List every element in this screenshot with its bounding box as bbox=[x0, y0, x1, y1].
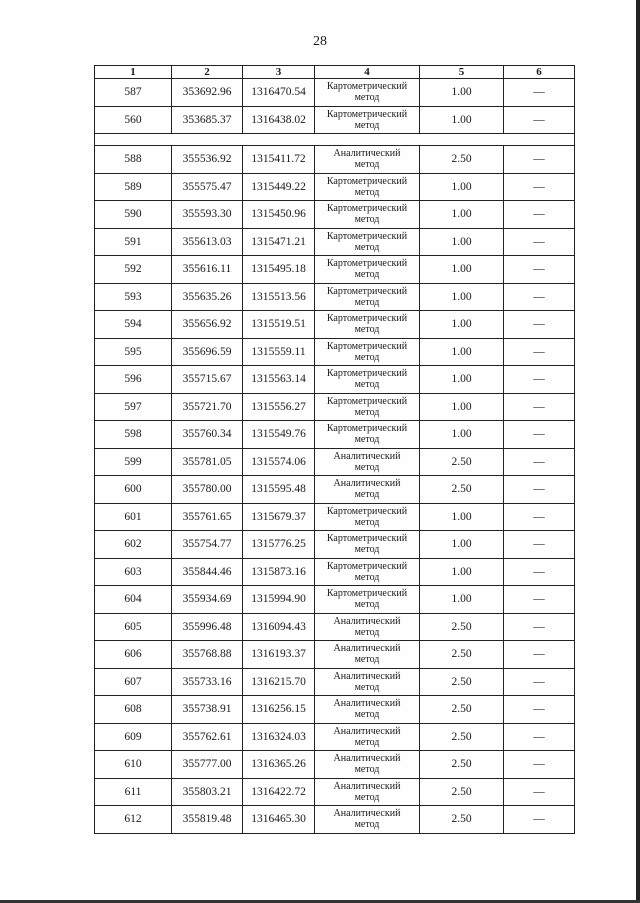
accuracy-cell: 1.00 bbox=[420, 503, 504, 531]
accuracy-cell: 2.50 bbox=[420, 696, 504, 724]
table-row bbox=[95, 393, 575, 421]
accuracy-cell: 1.00 bbox=[420, 106, 504, 134]
method-text: Картометрический bbox=[326, 258, 408, 270]
method-text: Картометрический bbox=[326, 81, 408, 93]
coordinate-y-cell: 1315559.11 bbox=[243, 338, 315, 366]
method-cell bbox=[315, 641, 420, 669]
accuracy-cell: 1.00 bbox=[420, 201, 504, 229]
coordinate-y-cell: 1316094.43 bbox=[243, 613, 315, 641]
method-cell bbox=[315, 696, 420, 724]
method-cell bbox=[315, 338, 420, 366]
table-row bbox=[95, 173, 575, 201]
note-cell: — bbox=[504, 256, 575, 284]
method-text: Картометрический bbox=[326, 533, 408, 545]
coordinate-y-cell: 1315776.25 bbox=[243, 531, 315, 559]
method-cell bbox=[315, 283, 420, 311]
coordinate-x-cell: 355996.48 bbox=[172, 613, 243, 641]
coordinate-y-cell: 1316465.30 bbox=[243, 806, 315, 834]
note-cell: — bbox=[504, 668, 575, 696]
point-number-cell: 600 bbox=[95, 476, 172, 504]
table-row bbox=[95, 778, 575, 806]
method-text: метод bbox=[354, 764, 380, 776]
method-cell bbox=[315, 806, 420, 834]
note-cell: — bbox=[504, 366, 575, 394]
method-text: Аналитический bbox=[333, 698, 401, 710]
method-cell bbox=[315, 668, 420, 696]
note-cell: — bbox=[504, 393, 575, 421]
point-number-cell: 605 bbox=[95, 613, 172, 641]
note-cell: — bbox=[504, 751, 575, 779]
method-text: метод bbox=[354, 791, 380, 803]
table-row bbox=[95, 448, 575, 476]
method-text: метод bbox=[354, 379, 380, 391]
method-text: метод bbox=[354, 269, 380, 281]
method-text: Картометрический bbox=[326, 313, 408, 325]
note-cell: — bbox=[504, 586, 575, 614]
coordinate-x-cell: 355760.34 bbox=[172, 421, 243, 449]
table-row bbox=[95, 338, 575, 366]
method-cell bbox=[315, 79, 420, 107]
coordinates-table bbox=[94, 65, 575, 834]
point-number-cell: 612 bbox=[95, 806, 172, 834]
coordinate-y-cell: 1315495.18 bbox=[243, 256, 315, 284]
coordinate-y-cell: 1315679.37 bbox=[243, 503, 315, 531]
scan-edge-right bbox=[636, 0, 640, 903]
accuracy-cell: 1.00 bbox=[420, 421, 504, 449]
coordinate-x-cell: 355616.11 bbox=[172, 256, 243, 284]
method-text: Картометрический bbox=[326, 588, 408, 600]
method-text: Картометрический bbox=[326, 368, 408, 380]
note-cell: — bbox=[504, 228, 575, 256]
accuracy-cell: 2.50 bbox=[420, 448, 504, 476]
coordinate-y-cell: 1316438.02 bbox=[243, 106, 315, 134]
method-text: Картометрический bbox=[326, 395, 408, 407]
column-header: 1 bbox=[95, 66, 172, 79]
coordinate-x-cell: 355536.92 bbox=[172, 146, 243, 174]
method-text: метод bbox=[354, 92, 380, 104]
column-header: 3 bbox=[243, 66, 315, 79]
table-row bbox=[95, 503, 575, 531]
table-row bbox=[95, 146, 575, 174]
method-cell bbox=[315, 531, 420, 559]
coordinate-x-cell: 355844.46 bbox=[172, 558, 243, 586]
point-number-cell: 609 bbox=[95, 723, 172, 751]
method-text: метод bbox=[354, 159, 380, 171]
accuracy-cell: 2.50 bbox=[420, 146, 504, 174]
point-number-cell: 593 bbox=[95, 283, 172, 311]
point-number-cell: 607 bbox=[95, 668, 172, 696]
method-text: метод bbox=[354, 241, 380, 253]
point-number-cell: 591 bbox=[95, 228, 172, 256]
point-number-cell: 595 bbox=[95, 338, 172, 366]
coordinate-x-cell: 355819.48 bbox=[172, 806, 243, 834]
method-text: Картометрический bbox=[326, 175, 408, 187]
method-text: метод bbox=[354, 819, 380, 831]
point-number-cell: 606 bbox=[95, 641, 172, 669]
method-text: Аналитический bbox=[333, 725, 401, 737]
note-cell: — bbox=[504, 146, 575, 174]
coordinate-y-cell: 1315450.96 bbox=[243, 201, 315, 229]
note-cell: — bbox=[504, 558, 575, 586]
accuracy-cell: 2.50 bbox=[420, 613, 504, 641]
accuracy-cell: 1.00 bbox=[420, 256, 504, 284]
note-cell: — bbox=[504, 79, 575, 107]
method-text: метод bbox=[354, 406, 380, 418]
point-number-cell: 610 bbox=[95, 751, 172, 779]
note-cell: — bbox=[504, 311, 575, 339]
method-text: Картометрический bbox=[326, 423, 408, 435]
method-cell bbox=[315, 106, 420, 134]
note-cell: — bbox=[504, 476, 575, 504]
note-cell: — bbox=[504, 613, 575, 641]
point-number-cell: 588 bbox=[95, 146, 172, 174]
method-text: Аналитический bbox=[333, 478, 401, 490]
coordinate-x-cell: 353685.37 bbox=[172, 106, 243, 134]
method-text: метод bbox=[354, 214, 380, 226]
point-number-cell: 596 bbox=[95, 366, 172, 394]
method-text: метод bbox=[354, 324, 380, 336]
method-cell bbox=[315, 723, 420, 751]
table-row bbox=[95, 558, 575, 586]
point-number-cell: 587 bbox=[95, 79, 172, 107]
coordinate-y-cell: 1316470.54 bbox=[243, 79, 315, 107]
method-text: метод bbox=[354, 119, 380, 131]
method-text: Аналитический bbox=[333, 643, 401, 655]
table-row bbox=[95, 106, 575, 134]
coordinate-x-cell: 355761.65 bbox=[172, 503, 243, 531]
coordinate-x-cell: 355738.91 bbox=[172, 696, 243, 724]
table-row bbox=[95, 668, 575, 696]
column-header: 2 bbox=[172, 66, 243, 79]
method-cell bbox=[315, 448, 420, 476]
method-cell bbox=[315, 503, 420, 531]
table-header-row bbox=[95, 66, 575, 79]
coordinate-x-cell: 355754.77 bbox=[172, 531, 243, 559]
accuracy-cell: 1.00 bbox=[420, 228, 504, 256]
table-row bbox=[95, 613, 575, 641]
method-cell bbox=[315, 613, 420, 641]
point-number-cell: 590 bbox=[95, 201, 172, 229]
coordinate-y-cell: 1315563.14 bbox=[243, 366, 315, 394]
note-cell: — bbox=[504, 723, 575, 751]
point-number-cell: 594 bbox=[95, 311, 172, 339]
coordinate-x-cell: 355613.03 bbox=[172, 228, 243, 256]
point-number-cell: 592 bbox=[95, 256, 172, 284]
note-cell: — bbox=[504, 696, 575, 724]
coordinate-y-cell: 1316324.03 bbox=[243, 723, 315, 751]
accuracy-cell: 1.00 bbox=[420, 79, 504, 107]
table-row bbox=[95, 201, 575, 229]
table-row bbox=[95, 586, 575, 614]
column-header: 4 bbox=[315, 66, 420, 79]
method-cell bbox=[315, 421, 420, 449]
accuracy-cell: 1.00 bbox=[420, 393, 504, 421]
method-text: метод bbox=[354, 489, 380, 501]
coordinate-x-cell: 355593.30 bbox=[172, 201, 243, 229]
coordinate-x-cell: 355777.00 bbox=[172, 751, 243, 779]
coordinate-y-cell: 1316215.70 bbox=[243, 668, 315, 696]
coordinate-y-cell: 1315556.27 bbox=[243, 393, 315, 421]
accuracy-cell: 2.50 bbox=[420, 476, 504, 504]
point-number-cell: 611 bbox=[95, 778, 172, 806]
coordinate-y-cell: 1315449.22 bbox=[243, 173, 315, 201]
method-cell bbox=[315, 311, 420, 339]
column-header: 6 bbox=[504, 66, 575, 79]
table-row bbox=[95, 421, 575, 449]
table-row bbox=[95, 641, 575, 669]
method-text: метод bbox=[354, 461, 380, 473]
coordinate-x-cell: 355733.16 bbox=[172, 668, 243, 696]
point-number-cell: 601 bbox=[95, 503, 172, 531]
method-cell bbox=[315, 751, 420, 779]
point-number-cell: 599 bbox=[95, 448, 172, 476]
method-text: Аналитический bbox=[333, 670, 401, 682]
coordinate-x-cell: 355721.70 bbox=[172, 393, 243, 421]
coordinate-y-cell: 1315595.48 bbox=[243, 476, 315, 504]
method-text: Картометрический bbox=[326, 505, 408, 517]
method-cell bbox=[315, 256, 420, 284]
method-text: метод bbox=[354, 186, 380, 198]
table-row bbox=[95, 283, 575, 311]
coordinate-x-cell: 355575.47 bbox=[172, 173, 243, 201]
note-cell: — bbox=[504, 421, 575, 449]
table-row bbox=[95, 696, 575, 724]
page-number: 28 bbox=[313, 34, 327, 49]
method-text: Аналитический bbox=[333, 780, 401, 792]
accuracy-cell: 1.00 bbox=[420, 531, 504, 559]
coordinate-y-cell: 1315873.16 bbox=[243, 558, 315, 586]
column-header: 5 bbox=[420, 66, 504, 79]
accuracy-cell: 2.50 bbox=[420, 751, 504, 779]
coordinate-y-cell: 1316422.72 bbox=[243, 778, 315, 806]
coordinate-y-cell: 1316365.26 bbox=[243, 751, 315, 779]
coordinate-x-cell: 355656.92 bbox=[172, 311, 243, 339]
coordinate-y-cell: 1315513.56 bbox=[243, 283, 315, 311]
table-row bbox=[95, 476, 575, 504]
accuracy-cell: 1.00 bbox=[420, 173, 504, 201]
note-cell: — bbox=[504, 778, 575, 806]
method-text: Аналитический bbox=[333, 450, 401, 462]
method-cell bbox=[315, 558, 420, 586]
table-row bbox=[95, 723, 575, 751]
coordinate-x-cell: 355696.59 bbox=[172, 338, 243, 366]
method-text: Картометрический bbox=[326, 285, 408, 297]
method-text: метод bbox=[354, 434, 380, 446]
method-cell bbox=[315, 778, 420, 806]
note-cell: — bbox=[504, 531, 575, 559]
coordinate-x-cell: 355635.26 bbox=[172, 283, 243, 311]
accuracy-cell: 1.00 bbox=[420, 586, 504, 614]
accuracy-cell: 2.50 bbox=[420, 641, 504, 669]
note-cell: — bbox=[504, 173, 575, 201]
point-number-cell: 598 bbox=[95, 421, 172, 449]
point-number-cell: 560 bbox=[95, 106, 172, 134]
method-cell bbox=[315, 228, 420, 256]
accuracy-cell: 1.00 bbox=[420, 558, 504, 586]
table-row bbox=[95, 806, 575, 834]
note-cell: — bbox=[504, 106, 575, 134]
table-row bbox=[95, 366, 575, 394]
point-number-cell: 602 bbox=[95, 531, 172, 559]
accuracy-cell: 1.00 bbox=[420, 283, 504, 311]
method-text: метод bbox=[354, 544, 380, 556]
separator-cell bbox=[95, 134, 575, 146]
note-cell: — bbox=[504, 503, 575, 531]
method-text: метод bbox=[354, 351, 380, 363]
coordinate-y-cell: 1315574.06 bbox=[243, 448, 315, 476]
accuracy-cell: 2.50 bbox=[420, 778, 504, 806]
method-text: Картометрический bbox=[326, 230, 408, 242]
accuracy-cell: 2.50 bbox=[420, 668, 504, 696]
coordinate-x-cell: 355715.67 bbox=[172, 366, 243, 394]
coordinate-y-cell: 1315471.21 bbox=[243, 228, 315, 256]
method-text: метод bbox=[354, 709, 380, 721]
method-text: метод bbox=[354, 516, 380, 528]
point-number-cell: 603 bbox=[95, 558, 172, 586]
method-cell bbox=[315, 366, 420, 394]
coordinate-x-cell: 355780.00 bbox=[172, 476, 243, 504]
method-text: Аналитический bbox=[333, 808, 401, 820]
note-cell: — bbox=[504, 283, 575, 311]
method-cell bbox=[315, 476, 420, 504]
table-row bbox=[95, 228, 575, 256]
method-cell bbox=[315, 201, 420, 229]
method-text: Картометрический bbox=[326, 340, 408, 352]
accuracy-cell: 2.50 bbox=[420, 723, 504, 751]
point-number-cell: 597 bbox=[95, 393, 172, 421]
table-row bbox=[95, 256, 575, 284]
method-text: Картометрический bbox=[326, 560, 408, 572]
method-text: Аналитический bbox=[333, 615, 401, 627]
note-cell: — bbox=[504, 338, 575, 366]
point-number-cell: 608 bbox=[95, 696, 172, 724]
method-cell bbox=[315, 393, 420, 421]
coordinate-x-cell: 355781.05 bbox=[172, 448, 243, 476]
coordinate-x-cell: 355768.88 bbox=[172, 641, 243, 669]
coordinate-y-cell: 1315549.76 bbox=[243, 421, 315, 449]
coordinate-y-cell: 1315411.72 bbox=[243, 146, 315, 174]
note-cell: — bbox=[504, 201, 575, 229]
accuracy-cell: 1.00 bbox=[420, 311, 504, 339]
method-text: Аналитический bbox=[333, 148, 401, 160]
note-cell: — bbox=[504, 448, 575, 476]
point-number-cell: 604 bbox=[95, 586, 172, 614]
method-text: метод bbox=[354, 599, 380, 611]
note-cell: — bbox=[504, 806, 575, 834]
method-cell bbox=[315, 173, 420, 201]
method-text: Аналитический bbox=[333, 753, 401, 765]
method-text: метод bbox=[354, 736, 380, 748]
coordinate-y-cell: 1315994.90 bbox=[243, 586, 315, 614]
note-cell: — bbox=[504, 641, 575, 669]
coordinate-x-cell: 355803.21 bbox=[172, 778, 243, 806]
table-row bbox=[95, 531, 575, 559]
table-row bbox=[95, 79, 575, 107]
accuracy-cell: 1.00 bbox=[420, 366, 504, 394]
method-text: метод bbox=[354, 296, 380, 308]
coordinate-y-cell: 1315519.51 bbox=[243, 311, 315, 339]
method-text: метод bbox=[354, 654, 380, 666]
method-text: Картометрический bbox=[326, 108, 408, 120]
method-text: метод bbox=[354, 681, 380, 693]
section-separator-row bbox=[95, 134, 575, 146]
method-cell bbox=[315, 146, 420, 174]
point-number-cell: 589 bbox=[95, 173, 172, 201]
coordinate-y-cell: 1316256.15 bbox=[243, 696, 315, 724]
coordinate-y-cell: 1316193.37 bbox=[243, 641, 315, 669]
coordinate-x-cell: 355762.61 bbox=[172, 723, 243, 751]
coordinate-x-cell: 355934.69 bbox=[172, 586, 243, 614]
method-cell bbox=[315, 586, 420, 614]
table-row bbox=[95, 751, 575, 779]
accuracy-cell: 2.50 bbox=[420, 806, 504, 834]
method-text: Картометрический bbox=[326, 203, 408, 215]
coordinate-x-cell: 353692.96 bbox=[172, 79, 243, 107]
method-text: метод bbox=[354, 571, 380, 583]
table-row bbox=[95, 311, 575, 339]
method-text: метод bbox=[354, 626, 380, 638]
accuracy-cell: 1.00 bbox=[420, 338, 504, 366]
